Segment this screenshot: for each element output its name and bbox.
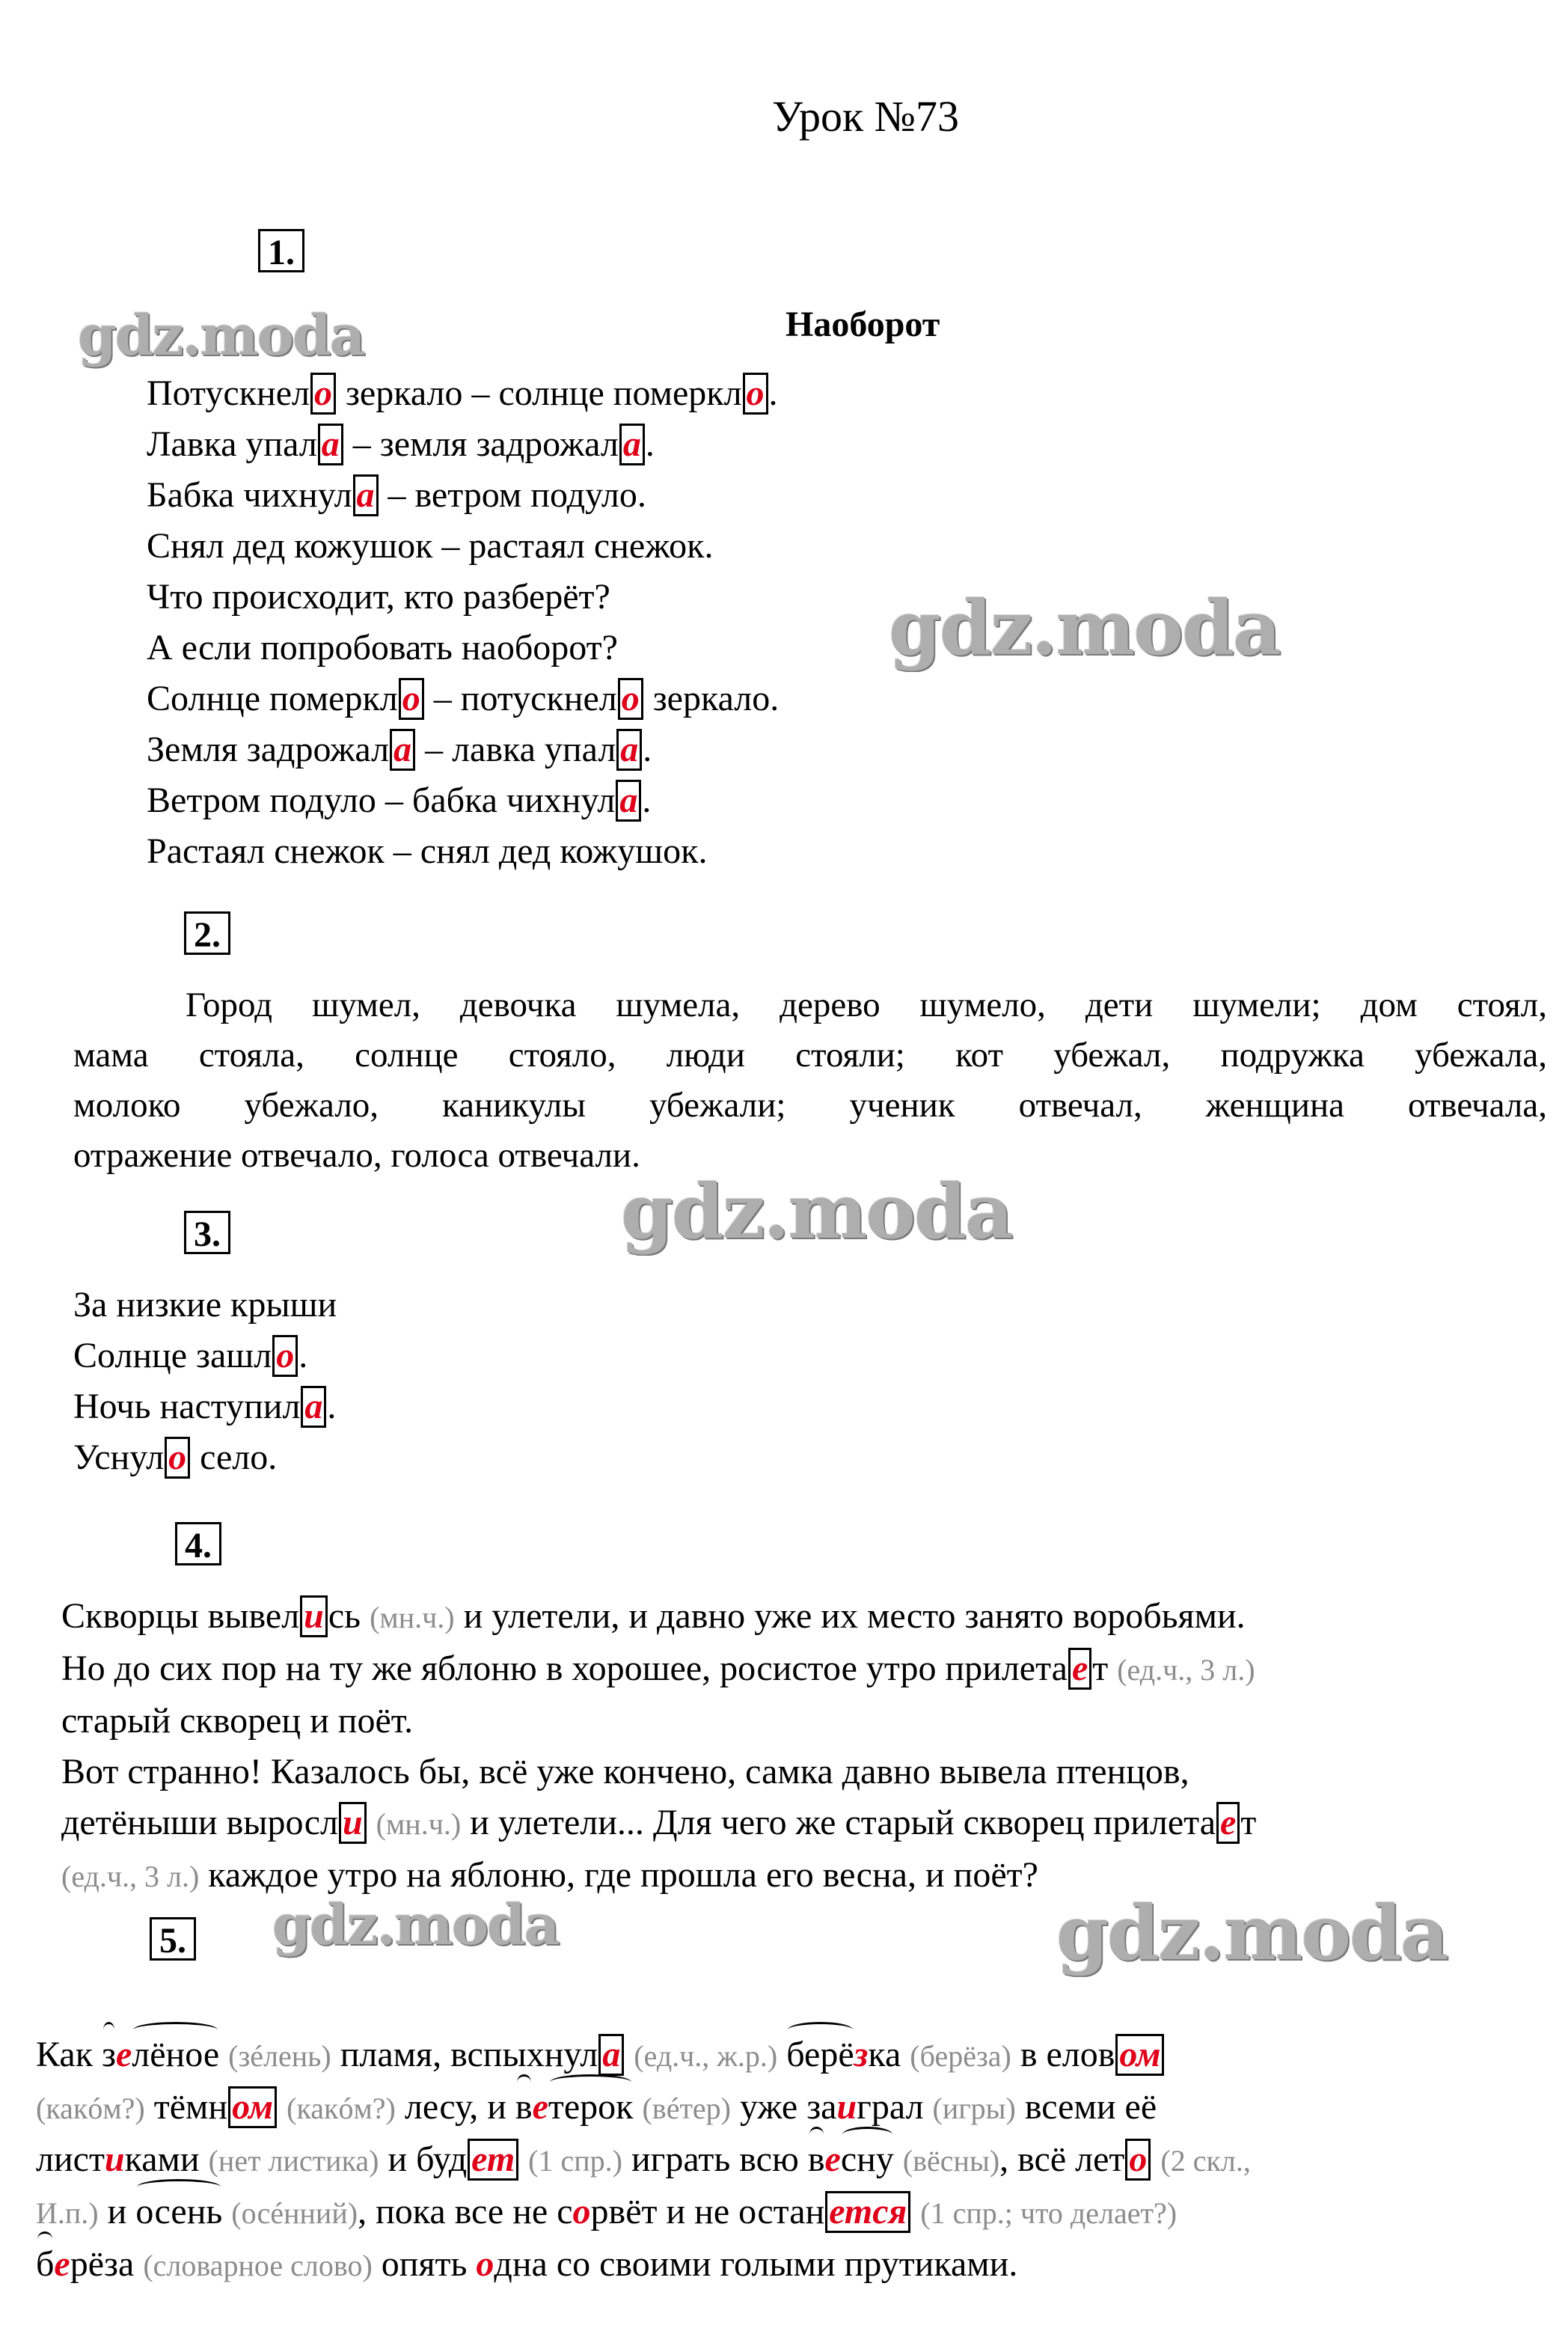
grammar-note: (ед.ч., ж.р.): [634, 2039, 778, 2073]
answer-letter: и: [836, 2087, 857, 2127]
grammar-note: (ед.ч., 3 л.): [1117, 1653, 1255, 1687]
answer-box: о: [165, 1437, 190, 1479]
root-mark: б: [36, 2239, 54, 2290]
text-line: отражение отвечало, голоса отвечали.: [73, 1136, 640, 1175]
text-line: (ед.ч., 3 л.) каждое утро на яблоню, где прошла его весна, и поёт?: [61, 1855, 1038, 1895]
text-line: Растаял снежок – снял дед кожушок.: [147, 831, 708, 871]
text-line: мама стояла, солнце стояло, люди стояли; кот убежал, подружка убежала,: [73, 1036, 1547, 1075]
grammar-note: (ед.ч., 3 л.): [61, 1860, 200, 1893]
answer-box: ом: [228, 2086, 277, 2128]
text-line: Солнце померкл о – потускнел о зеркало.: [147, 679, 780, 718]
answer-box: а: [353, 474, 379, 516]
text-line: листиками (нет листика) и буд ет (1 спр.) играть всю весну (вёсны), всё лет о (2 скл.,: [36, 2134, 1510, 2187]
answer-letter: и: [104, 2139, 125, 2179]
text-line: Бабка чихнул а – ветром подуло.: [147, 475, 646, 515]
answer-box: о: [272, 1335, 298, 1377]
grammar-note: (нет листика): [208, 2144, 379, 2178]
answer-box: о: [310, 373, 336, 415]
answer-letter: о: [572, 2192, 591, 2231]
task-1-number: 1.: [258, 229, 304, 272]
answer-letter: е: [54, 2244, 70, 2284]
root-mark: сну: [841, 2134, 894, 2185]
answer-box: о: [1125, 2139, 1151, 2181]
grammar-note: (какóм?): [287, 2092, 396, 2125]
text-line: И.п.) и осень (осéнний), пока все не сорвёт и не остан ется (1 спр.; что делает?): [36, 2187, 1510, 2239]
root-mark: в: [515, 2082, 533, 2133]
answer-box: а: [619, 424, 645, 465]
answer-box: е: [1068, 1648, 1091, 1690]
text-line: детёныши выросл и (мн.ч.) и улетели... Для чего же старый скворец прилета е т: [61, 1803, 1257, 1842]
text-line: Как зелёное (зéлень) пламя, вспыхнул а (ед.ч., ж.р.) берёзка (берёза) в елов ом: [36, 2029, 1510, 2082]
text-line: Ночь наступил а .: [73, 1387, 337, 1426]
text-line: Город шумел, девочка шумела, дерево шумело, дети шумели; дом стоял,: [186, 986, 1547, 1024]
root-mark: лёное: [132, 2029, 219, 2080]
watermark-2: gdz.moda: [889, 584, 1280, 672]
grammar-note: (1 спр.; что делает?): [920, 2196, 1177, 2230]
text-line: молоко убежало, каникулы убежали; ученик отвечал, женщина отвечала,: [73, 1086, 1547, 1125]
text-line: Потускнел о зеркало – солнце померкл о .: [147, 373, 778, 413]
text-line: Что происходит, кто разберёт?: [147, 577, 610, 617]
answer-box: о: [743, 373, 768, 415]
text-line: Уснул о село.: [73, 1438, 278, 1477]
text-line: За низкие крыши: [73, 1285, 337, 1325]
grammar-note: (вёсны): [902, 2144, 1000, 2178]
answer-box: а: [598, 2034, 624, 2076]
text-line: Лавка упал а – земля задрожал а .: [147, 424, 655, 464]
task-4-text: [61, 1591, 1537, 1902]
text-line: Вот странно! Казалось бы, всё уже кончено, самка давно вывела птенцов,: [61, 1752, 1189, 1791]
grammar-note: (мн.ч.): [376, 1807, 462, 1841]
answer-letter: з: [854, 2035, 869, 2074]
grammar-note: (словарное слово): [143, 2249, 373, 2282]
text-line: А если попробовать наоборот?: [147, 628, 618, 667]
text-line: Земля задрожал а – лавка упал а .: [147, 730, 652, 769]
text-line: Солнце зашл о .: [73, 1336, 308, 1375]
watermark-5: gdz.moda: [1056, 1889, 1448, 1977]
answer-box: и: [339, 1802, 367, 1844]
grammar-note: И.п.): [36, 2196, 99, 2230]
answer-box: о: [618, 678, 643, 720]
grammar-note: (берёза): [910, 2039, 1011, 2073]
task-4-number: 4.: [175, 1522, 221, 1565]
grammar-note: (осéнний): [231, 2196, 358, 2230]
answer-letter: е: [115, 2035, 132, 2074]
answer-box: ет: [468, 2139, 518, 2181]
task-2-text: [73, 980, 1547, 1181]
root-mark: терок: [548, 2082, 634, 2133]
answer-box: и: [300, 1595, 328, 1637]
answer-letter: е: [532, 2087, 548, 2127]
answer-box: ом: [1115, 2034, 1164, 2076]
watermark-1: gdz.moda: [78, 304, 364, 368]
root-mark: осень: [135, 2187, 222, 2237]
grammar-note: (игры): [932, 2092, 1016, 2125]
watermark-4: gdz.moda: [272, 1893, 559, 1958]
answer-box: ется: [825, 2191, 910, 2233]
root-mark: берё: [786, 2029, 854, 2080]
grammar-note: (вéтер): [642, 2092, 731, 2125]
answer-letter: е: [824, 2139, 841, 2179]
text-line: старый скворец и поёт.: [61, 1701, 414, 1741]
text-line: Но до сих пор на ту же яблоню в хорошее, росистое утро прилета е т (ед.ч., 3 л.): [61, 1649, 1255, 1688]
root-mark: з: [102, 2029, 116, 2080]
task-2-number: 2.: [184, 911, 230, 955]
answer-box: а: [390, 729, 415, 771]
lesson-title: Урок №73: [772, 92, 959, 141]
text-line: Скворцы вывел и сь (мн.ч.) и улетели, и давно уже их место занято воробьями.: [61, 1596, 1246, 1636]
answer-box: а: [616, 729, 642, 771]
task-1-poem: [147, 368, 779, 877]
answer-box: е: [1216, 1802, 1240, 1844]
text-line: Снял дед кожушок – растаял снежок.: [147, 526, 714, 566]
text-line: берёза (словарное слово) опять одна со своими голыми прутиками.: [36, 2239, 1510, 2291]
task-3-number: 3.: [184, 1211, 230, 1254]
task-3-poem: [73, 1280, 337, 1483]
grammar-note: (мн.ч.): [370, 1601, 455, 1634]
answer-letter: о: [476, 2244, 494, 2284]
task-5-text: [36, 2029, 1510, 2291]
poem-title: Наоборот: [785, 305, 940, 344]
text-line: Ветром подуло – бабка чихнул а .: [147, 780, 652, 820]
answer-box: а: [616, 780, 641, 822]
root-mark: в: [808, 2134, 825, 2185]
watermark-3: gdz.moda: [621, 1167, 1012, 1256]
grammar-note: (1 спр.): [528, 2144, 622, 2178]
answer-box: о: [399, 678, 424, 720]
answer-box: а: [318, 424, 343, 465]
grammar-note: (2 скл.,: [1160, 2144, 1251, 2178]
grammar-note: (зéлень): [228, 2039, 331, 2073]
task-5-number: 5.: [150, 1917, 196, 1961]
answer-box: а: [301, 1386, 326, 1428]
text-line: (какóм?) тёмн ом (какóм?) лесу, и ветерок (вéтер) уже заиграл (игры) всеми её: [36, 2082, 1510, 2134]
grammar-note: (какóм?): [36, 2092, 145, 2125]
